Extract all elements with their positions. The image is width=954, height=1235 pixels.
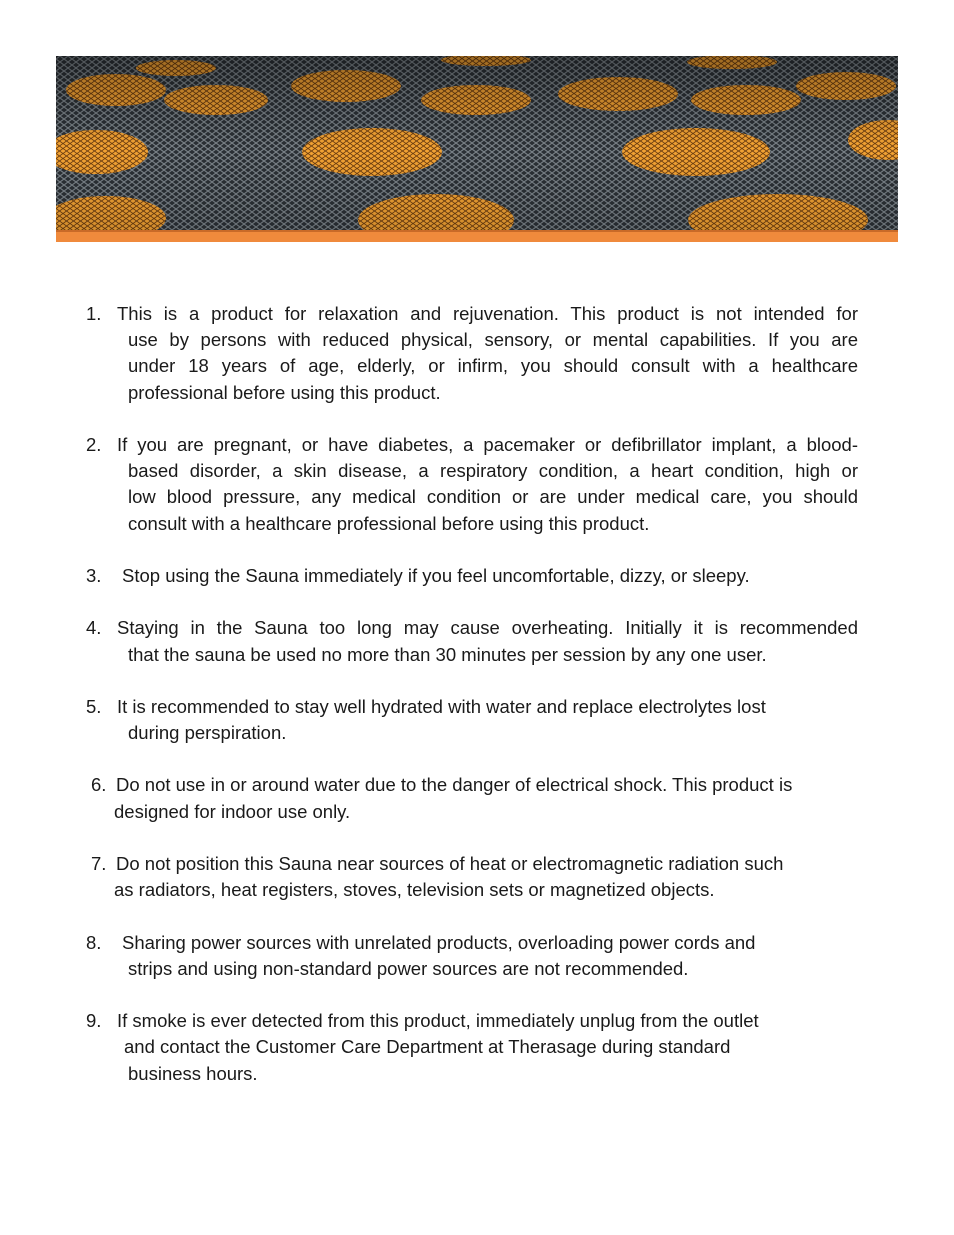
- item-number: 3.: [86, 565, 102, 586]
- item-text-line: under 18 years of age, elderly, or infirm, you should consult with a healthcare: [128, 355, 858, 376]
- item-number: 8.: [86, 932, 102, 953]
- item-text-line: use by persons with reduced physical, sensory, or mental capabilities. If you are: [128, 329, 858, 350]
- item-text-line: that the sauna be used no more than 30 minutes per session by any one user.: [128, 644, 767, 665]
- item-text-line: based disorder, a skin disease, a respiratory condition, a heart condition, high or: [128, 460, 858, 481]
- item-text-line: Do not position this Sauna near sources of heat or electromagnetic radiation such: [116, 853, 784, 874]
- item-text-line: If smoke is ever detected from this product, immediately unplug from the outlet: [117, 1010, 759, 1031]
- list-item: [86, 301, 858, 411]
- item-text-line: It is recommended to stay well hydrated with water and replace electrolytes lost: [117, 696, 766, 717]
- item-text-line: Sharing power sources with unrelated products, overloading power cords and: [122, 932, 756, 953]
- list-item: [86, 930, 858, 986]
- list-item: [86, 1008, 858, 1090]
- item-text-line: low blood pressure, any medical condition or are under medical care, you should: [128, 486, 858, 507]
- item-number: 4.: [86, 617, 102, 638]
- item-text-line: If you are pregnant, or have diabetes, a pacemaker or defibrillator implant, a blood-: [117, 434, 858, 455]
- item-number: 7.: [91, 853, 107, 874]
- item-text-line: and contact the Customer Care Department at Therasage during standard: [124, 1036, 731, 1057]
- list-item: [91, 851, 858, 907]
- list-item: [86, 563, 858, 593]
- item-text-line: strips and using non-standard power sources are not recommended.: [128, 958, 689, 979]
- item-text-line: business hours.: [128, 1063, 258, 1084]
- item-text-line: This is a product for relaxation and rejuvenation. This product is not intended for: [117, 303, 858, 324]
- item-text-line: Stop using the Sauna immediately if you feel uncomfortable, dizzy, or sleepy.: [122, 565, 750, 586]
- item-number: 5.: [86, 696, 102, 717]
- item-number: 2.: [86, 434, 102, 455]
- item-text-line: consult with a healthcare professional before using this product.: [128, 513, 650, 534]
- item-number: 9.: [86, 1010, 102, 1031]
- item-text-line: during perspiration.: [128, 722, 287, 743]
- list-item: [86, 694, 858, 750]
- list-item: [86, 432, 858, 542]
- item-number: 6.: [91, 774, 107, 795]
- item-text-line: Do not use in or around water due to the danger of electrical shock. This product is: [116, 774, 793, 795]
- item-number: 1.: [86, 303, 102, 324]
- list-item: [91, 772, 858, 828]
- list-item: [86, 615, 858, 671]
- item-text-line: Staying in the Sauna too long may cause overheating. Initially it is recommended: [117, 617, 858, 638]
- item-text-line: professional before using this product.: [128, 382, 441, 403]
- item-text-line: designed for indoor use only.: [114, 801, 351, 822]
- item-text-line: as radiators, heat registers, stoves, television sets or magnetized objects.: [114, 879, 715, 900]
